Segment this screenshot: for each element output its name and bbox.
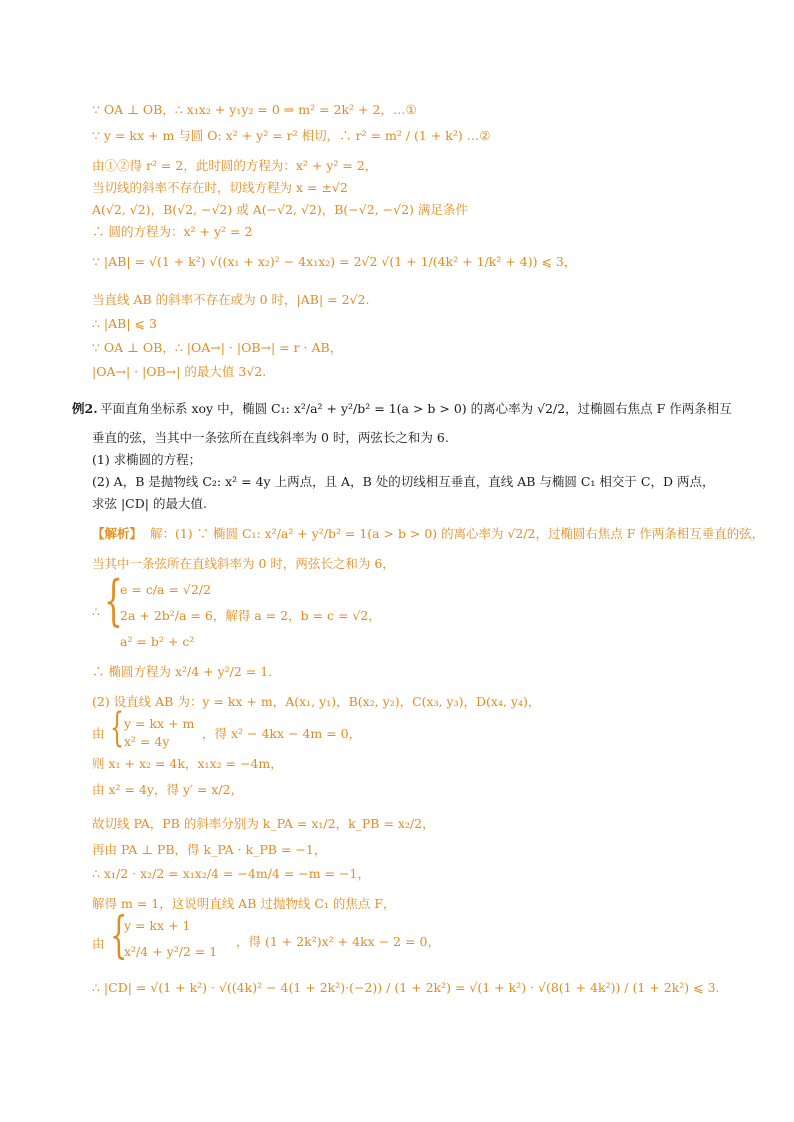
system-line: y = kx + 1 <box>124 918 191 933</box>
analysis-line: ∴ <box>92 604 100 619</box>
analysis-line: 由 <box>92 726 105 741</box>
analysis-line: 解得 m = 1，这说明直线 AB 过抛物线 C₁ 的焦点 F， <box>92 896 396 911</box>
system-line: e = c/a = √2/2 <box>120 582 211 597</box>
analysis-line: ∴ |CD| = √(1 + k²) · √((4k)² − 4(1 + 2k²)·(−2)) / (1 + 2k²) = √(1 + k²) · √(8(1 + 4k²)) / (1 + 2k²) ⩽ 3. <box>92 980 720 995</box>
solution-line: |OA→| · |OB→| 的最大值 3√2. <box>92 364 267 379</box>
solution-line: A(√2, √2)，B(√2, −√2) 或 A(−√2, √2)，B(−√2, −√2) 满足条件 <box>92 202 468 217</box>
analysis-line: (2) 设直线 AB 为：y = kx + m，A(x₁, y₁)，B(x₂, y₂)，C(x₃, y₃)，D(x₄, y₄)， <box>92 694 541 709</box>
example-line: (1) 求椭圆的方程； <box>92 452 202 467</box>
system-line: x² = 4y <box>124 734 170 749</box>
example-line: 平面直角坐标系 xoy 中，椭圆 C₁: x²/a² + y²/b² = 1(a > b > 0) 的离心率为 √2/2，过椭圆右焦点 F 作两条相互 <box>100 401 732 416</box>
solution-line: ∴ |AB| ⩽ 3 <box>92 316 157 331</box>
left-brace: { <box>110 906 128 964</box>
analysis-line: 则 x₁ + x₂ = 4k，x₁x₂ = −4m， <box>92 756 283 771</box>
left-brace: { <box>104 569 123 632</box>
solution-line: ∵ OA ⊥ OB，∴ |OA→| · |OB→| = r · AB， <box>92 340 343 355</box>
analysis-line: ∴ 椭圆方程为 x²/4 + y²/2 = 1. <box>92 664 273 679</box>
example-line: (2) A，B 是抛物线 C₂: x² = 4y 上两点，且 A，B 处的切线相互垂直，直线 AB 与椭圆 C₁ 相交于 C，D 两点， <box>92 474 715 489</box>
solution-line: 当切线的斜率不存在时，切线方程为 x = ±√2 <box>92 180 348 195</box>
analysis-line: 当其中一条弦所在直线斜率为 0 时，两弦长之和为 6， <box>92 556 395 571</box>
solution-line: ∵ y = kx + m 与圆 O: x² + y² = r² 相切，∴ r² = m² / (1 + k²) …② <box>92 128 491 143</box>
system-line: y = kx + m <box>124 716 195 731</box>
analysis-line: 由 <box>92 936 105 951</box>
analysis-line: ，得 x² − 4kx − 4m = 0， <box>202 726 362 741</box>
example-line: 垂直的弦，当其中一条弦所在直线斜率为 0 时，两弦长之和为 6. <box>92 430 449 445</box>
analysis-line: 解：(1) ∵ 椭圆 C₁: x²/a² + y²/b² = 1(a > b > 0) 的离心率为 √2/2，过椭圆右焦点 F 作两条相互垂直的弦， <box>150 526 765 541</box>
analysis-line: ，得 (1 + 2k²)x² + 4kx − 2 = 0， <box>236 934 440 949</box>
analysis-line: 由 x² = 4y，得 y′ = x/2， <box>92 782 243 797</box>
left-brace: { <box>110 705 124 751</box>
solution-line: 由①②得 r² = 2，此时圆的方程为：x² + y² = 2， <box>92 158 378 173</box>
analysis-line: ∴ x₁/2 · x₂/2 = x₁x₂/4 = −4m/4 = −m = −1， <box>92 866 370 881</box>
solution-line: ∵ |AB| = √(1 + k²) √((x₁ + x₂)² − 4x₁x₂) = 2√2 √(1 + 1/(4k² + 1/k² + 4)) ⩽ 3， <box>92 254 577 269</box>
analysis-line: 故切线 PA，PB 的斜率分别为 k_PA = x₁/2，k_PB = x₂/2， <box>92 816 435 831</box>
example-line: 求弦 |CD| 的最大值. <box>92 496 207 511</box>
system-line: x²/4 + y²/2 = 1 <box>124 944 218 959</box>
solution-line: ∴ 圆的方程为：x² + y² = 2 <box>92 224 253 239</box>
system-line: 2a + 2b²/a = 6，解得 a = 2，b = c = √2， <box>120 608 381 623</box>
example-label: 例2. <box>72 401 98 416</box>
system-line: a² = b² + c² <box>120 634 195 649</box>
analysis-line: 再由 PA ⊥ PB，得 k_PA · k_PB = −1， <box>92 842 327 857</box>
solution-line: ∵ OA ⊥ OB，∴ x₁x₂ + y₁y₂ = 0 ⇒ m² = 2k² + 2，…① <box>92 102 417 117</box>
solution-line: 当直线 AB 的斜率不存在或为 0 时，|AB| = 2√2. <box>92 292 370 307</box>
analysis-tag: 【解析】 <box>92 526 143 541</box>
